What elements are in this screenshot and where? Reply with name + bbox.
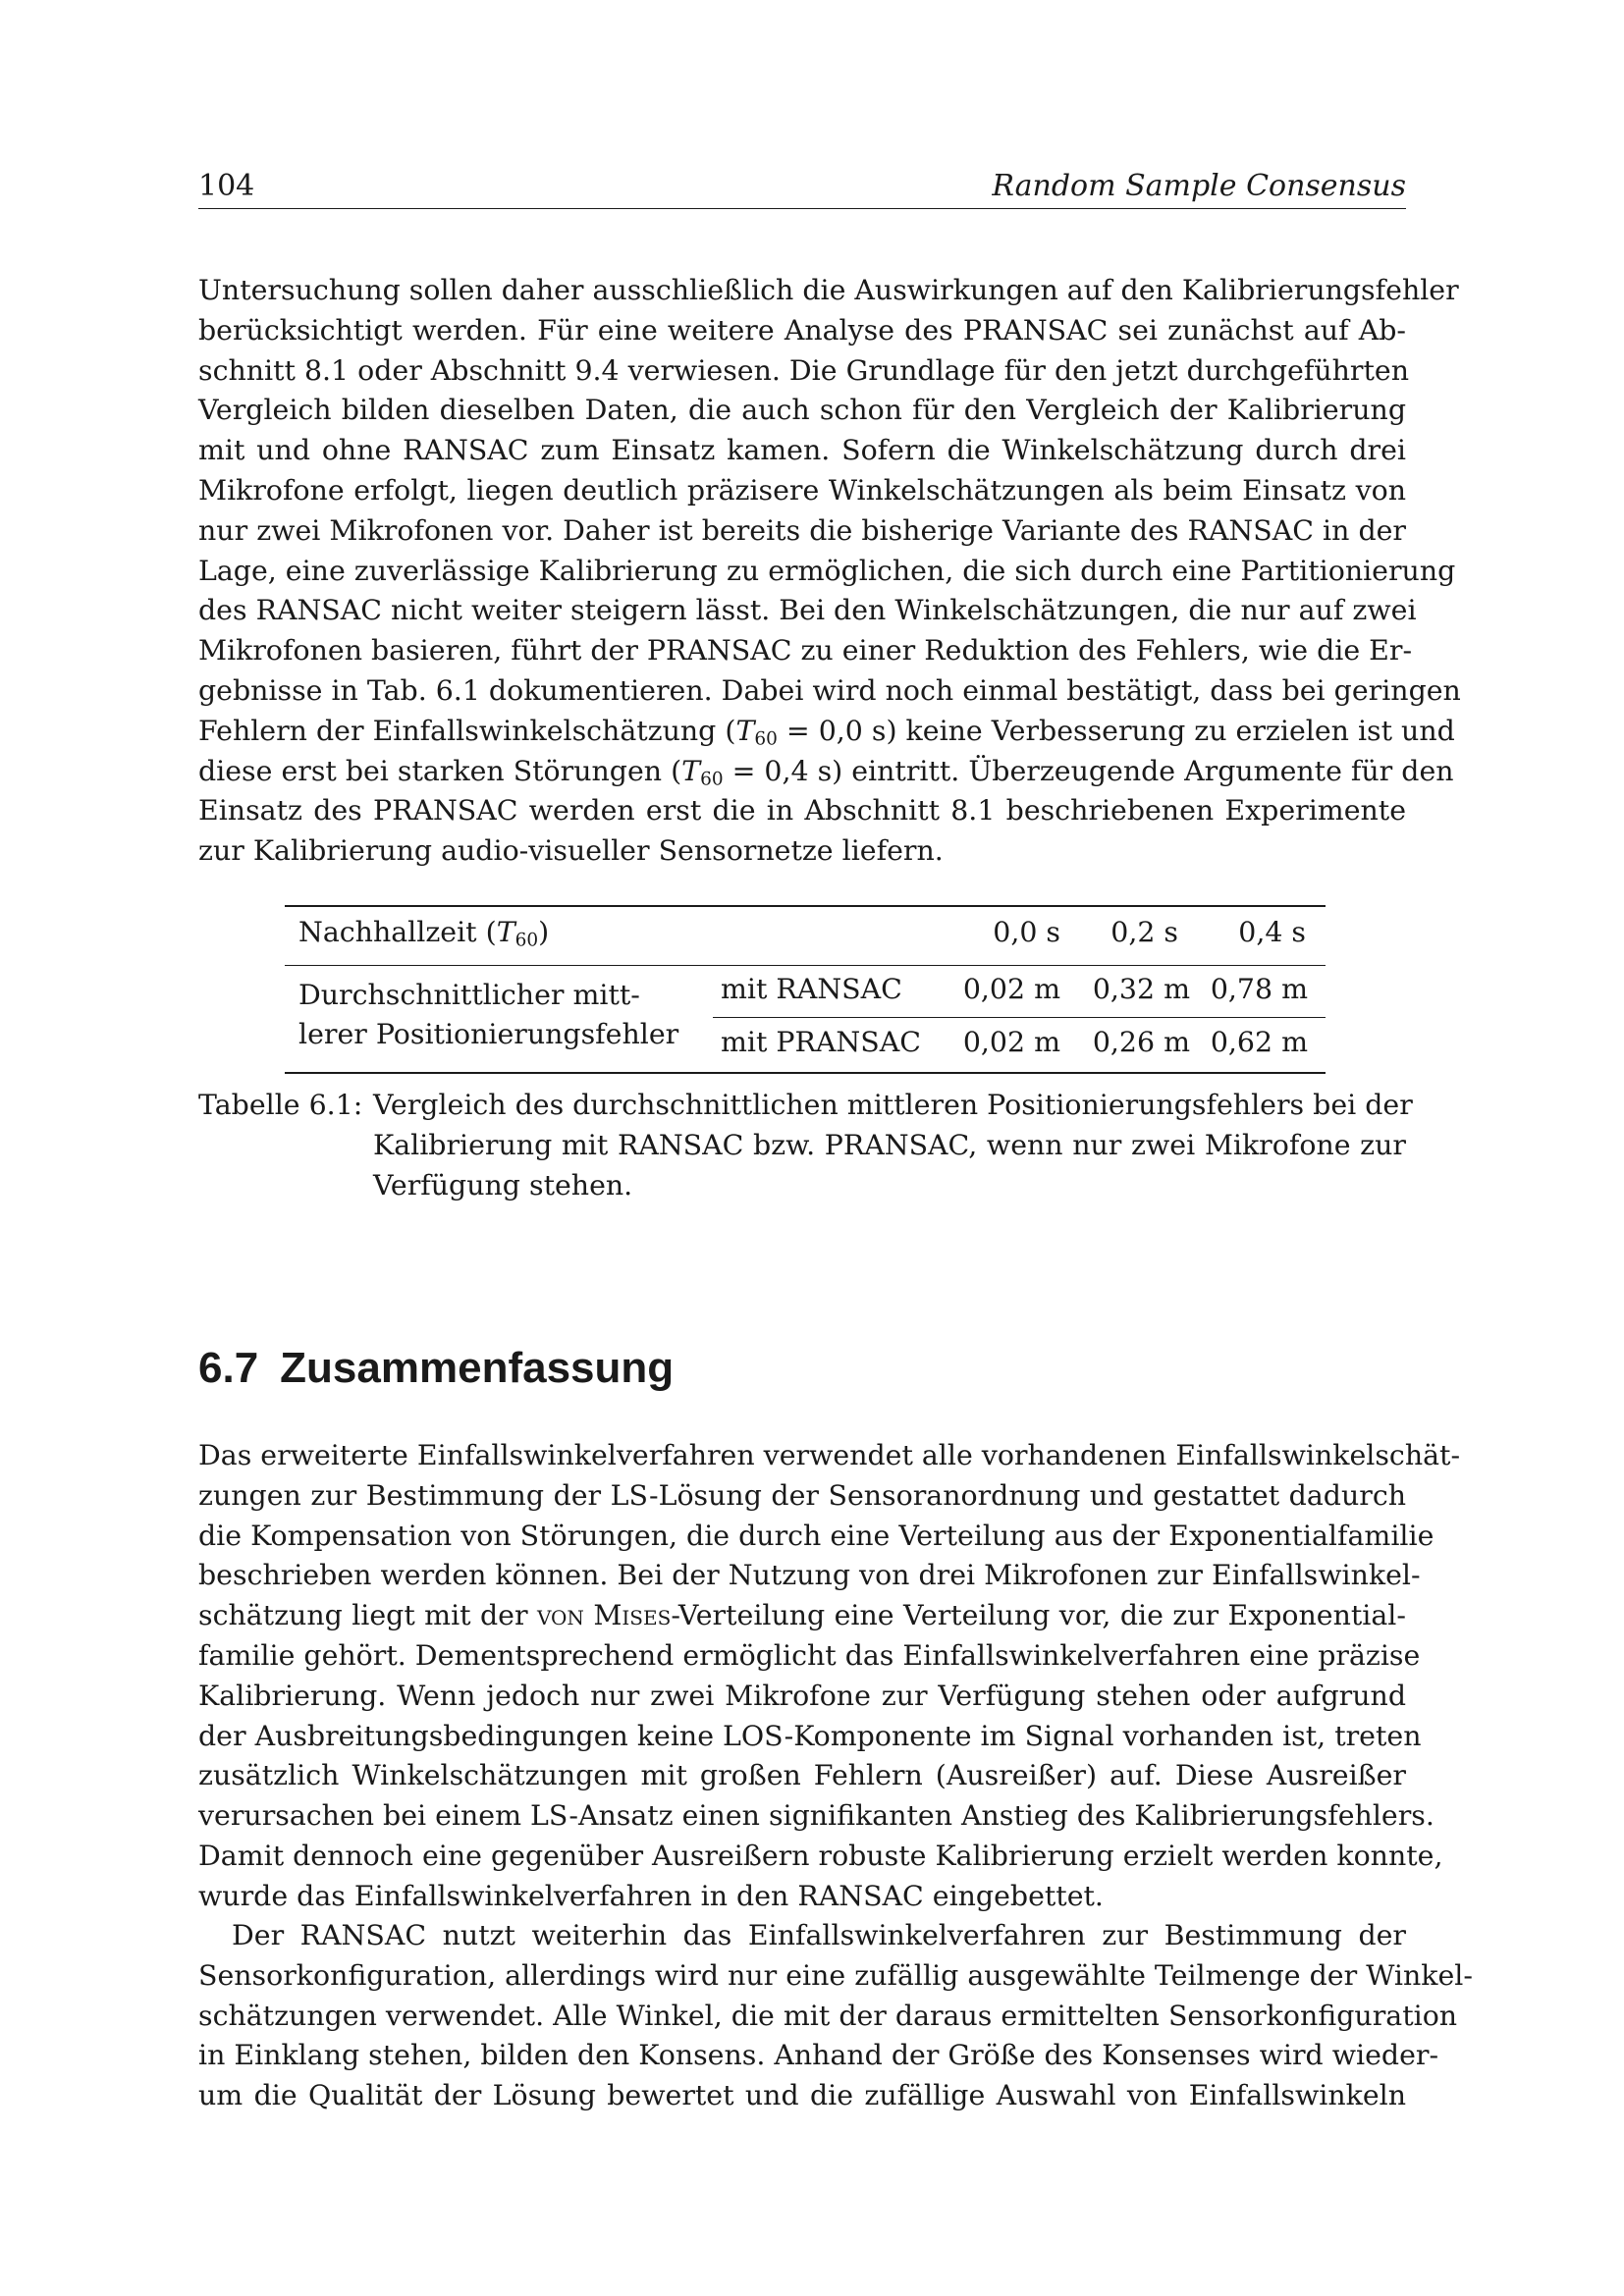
table-top-rule — [285, 905, 1326, 907]
caption-line: Vergleich des durchschnittlichen mittleren Positionierungsfehlers bei der — [373, 1089, 1413, 1121]
text-line: familie gehört. Dementsprechend ermöglicht das Einfallswinkelverfahren eine präzise — [198, 1638, 1421, 1672]
smallcaps-name: von Mises — [536, 1599, 672, 1632]
text-segment: Fehlern der Einfallswinkelschätzung ( — [198, 714, 736, 747]
caption-label: Tabelle 6.1: — [198, 1089, 363, 1121]
table-header-label — [298, 913, 549, 952]
math-subscript: 60 — [700, 769, 724, 790]
text-line-with-smallcaps — [198, 1596, 1406, 1636]
text-segment: schätzung liegt mit der — [198, 1599, 537, 1632]
text-line: des RANSAC nicht weiter steigern lässt. Bei den Winkelschätzungen, die nur auf zwei — [198, 594, 1417, 627]
table-header-col-2: 0,2 s — [1110, 916, 1178, 948]
text-line: Das erweiterte Einfallswinkelverfahren verwendet alle vorhandenen Einfallswinkelschät- — [198, 1439, 1461, 1471]
text-line: Der RANSAC nutzt weiterhin das Einfallswinkelverfahren zur Bestimmung der — [232, 1919, 1406, 1951]
text-line: Damit dennoch eine gegenüber Ausreißern robuste Kalibrierung erzielt werden konnte, — [198, 1839, 1443, 1872]
text-segment: -Verteilung eine Verteilung vor, die zur Exponential- — [671, 1599, 1406, 1632]
text-line: der Ausbreitungsbedingungen keine LOS-Komponente im Signal vorhanden ist, treten — [198, 1719, 1422, 1752]
caption-text — [373, 1086, 1413, 1205]
header-label-text: ) — [538, 916, 550, 948]
text-line: zur Kalibrierung audio-visueller Sensornetze liefern. — [198, 834, 944, 868]
body-paragraph-3 — [198, 1916, 1473, 2116]
text-line: Kalibrierung. Wenn jedoch nur zwei Mikrofone zur Verfügung stehen oder aufgrund — [198, 1679, 1406, 1712]
text-line: schätzungen verwendet. Alle Winkel, die mit der daraus ermittelten Sensorkonfiguration — [198, 1999, 1458, 2032]
text-line: gebnisse in Tab. 6.1 dokumentieren. Dabei wird noch einmal bestätigt, dass bei geringen — [198, 673, 1461, 707]
text-line: wurde das Einfallswinkelverfahren in den RANSAC eingebettet. — [198, 1879, 1104, 1912]
section-title: Zusammenfassung — [280, 1344, 675, 1392]
running-title: Random Sample Consensus — [992, 169, 1406, 203]
page-number: 104 — [198, 169, 255, 203]
text-line: Mikrofone erfolgt, liegen deutlich präzisere Winkelschätzungen als beim Einsatz von — [198, 473, 1406, 507]
math-subscript: 60 — [754, 728, 778, 750]
table-header-col-3: 0,4 s — [1238, 916, 1306, 948]
caption-line: Verfügung stehen. — [373, 1168, 633, 1201]
table-row-label-line1: Durchschnittlicher mitt- — [298, 979, 640, 1011]
header-label-text: Nachhallzeit ( — [298, 916, 497, 948]
text-line: Lage, eine zuverlässige Kalibrierung zu ermöglichen, die sich durch eine Partitionierung — [198, 554, 1456, 587]
text-line: berücksichtigt werden. Für eine weitere Analyse des PRANSAC sei zunächst auf Ab- — [198, 313, 1406, 347]
text-segment: diese erst bei starken Störungen ( — [198, 754, 682, 787]
text-line: mit und ohne RANSAC zum Einsatz kamen. Sofern die Winkelschätzung durch drei — [198, 434, 1406, 467]
text-segment: = 0,0 s) keine Verbesserung zu erzielen ist und — [777, 714, 1455, 747]
text-line: die Kompensation von Störungen, die durch eine Verteilung aus der Exponentialfamilie — [198, 1519, 1435, 1552]
section-heading — [198, 1341, 674, 1396]
text-line-with-formula — [198, 712, 1455, 752]
text-line: Vergleich bilden dieselben Daten, die auch schon für den Vergleich der Kalibrierung — [198, 394, 1406, 427]
table-cell: 0,02 m — [962, 1026, 1060, 1058]
table-inner-rule — [713, 1017, 1326, 1018]
text-line: nur zwei Mikrofonen vor. Daher ist bereits die bisherige Variante des RANSAC in der — [198, 513, 1406, 547]
text-line: um die Qualität der Lösung bewertet und die zufällige Auswahl von Einfallswinkeln — [198, 2079, 1406, 2112]
table-row-label-line2: lerer Positionierungsfehler — [298, 1018, 679, 1050]
table-cell: 0,26 m — [1092, 1026, 1190, 1058]
text-line: beschrieben werden können. Bei der Nutzung von drei Mikrofonen zur Einfallswinkel- — [198, 1559, 1421, 1592]
text-line: in Einklang stehen, bilden den Konsens. Anhand der Größe des Konsenses wird wieder- — [198, 2039, 1439, 2072]
section-number: 6.7 — [198, 1344, 259, 1392]
math-subscript: 60 — [514, 930, 539, 951]
header-rule — [198, 208, 1406, 209]
table-mid-rule — [285, 965, 1326, 966]
table-bottom-rule — [285, 1072, 1326, 1074]
text-line: Sensorkonfiguration, allerdings wird nur eine zufällig ausgewählte Teilmenge der Winkel- — [198, 1958, 1473, 1992]
text-line: zungen zur Bestimmung der LS-Lösung der Sensoranordnung und gestattet dadurch — [198, 1478, 1406, 1512]
math-symbol: T — [496, 916, 515, 948]
text-line: Untersuchung sollen daher ausschließlich die Auswirkungen auf den Kalibrierungsfehler — [198, 274, 1459, 306]
table-row-method: mit PRANSAC — [721, 1026, 921, 1058]
math-symbol: T — [735, 714, 755, 747]
text-line: schnitt 8.1 oder Abschnitt 9.4 verwiesen. Die Grundlage für den jetzt durchgeführten — [198, 353, 1409, 387]
caption-line: Kalibrierung mit RANSAC bzw. PRANSAC, wenn nur zwei Mikrofone zur — [373, 1128, 1406, 1161]
table-cell: 0,78 m — [1210, 973, 1308, 1005]
text-line: zusätzlich Winkelschätzungen mit großen Fehlern (Ausreißer) auf. Diese Ausreißer — [198, 1759, 1406, 1792]
table-cell: 0,32 m — [1092, 973, 1190, 1005]
table-cell: 0,02 m — [962, 973, 1060, 1005]
text-segment: = 0,4 s) eintritt. Überzeugende Argumente für den — [723, 754, 1454, 787]
text-line: verursachen bei einem LS-Ansatz einen signifikanten Anstieg des Kalibrierungsfehlers. — [198, 1799, 1435, 1833]
text-line-with-formula — [198, 752, 1454, 792]
body-paragraph-2 — [198, 1436, 1461, 1917]
math-symbol: T — [681, 754, 701, 787]
table-cell: 0,62 m — [1210, 1026, 1308, 1058]
table-header-col-1: 0,0 s — [993, 916, 1060, 948]
text-line: Mikrofonen basieren, führt der PRANSAC zu einer Reduktion des Fehlers, wie die Er- — [198, 634, 1413, 667]
table-row-method: mit RANSAC — [721, 973, 902, 1005]
body-paragraph-1 — [198, 271, 1461, 872]
text-line: Einsatz des PRANSAC werden erst die in Abschnitt 8.1 beschriebenen Experimente — [198, 794, 1406, 828]
